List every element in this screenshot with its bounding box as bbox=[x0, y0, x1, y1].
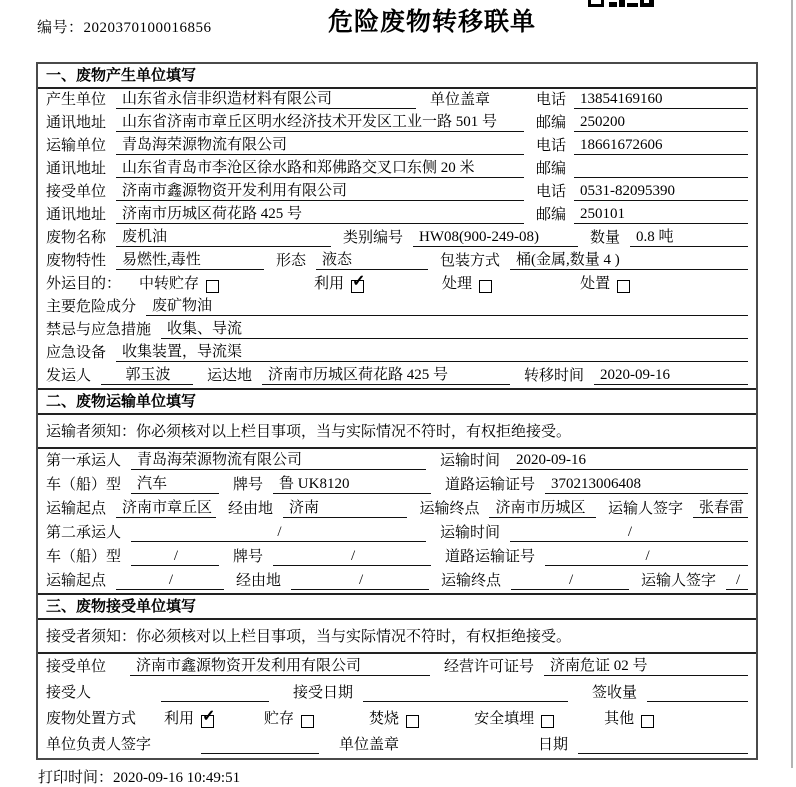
phone-label: 电话 bbox=[536, 92, 567, 108]
disposal-option-incinerate bbox=[369, 711, 419, 728]
row-transporter-address bbox=[38, 158, 756, 181]
destination-label: 运达地 bbox=[207, 368, 253, 384]
transport-time-label: 运输时间 bbox=[439, 525, 500, 541]
packing-value: 桶(金属,数量 4 ) bbox=[510, 252, 748, 270]
checkbox-icon[interactable] bbox=[301, 715, 314, 728]
date-label: 日期 bbox=[537, 737, 568, 753]
row-waste-traits bbox=[38, 250, 756, 273]
receive-unit-value: 济南市鑫源物资开发利用有限公司 bbox=[130, 658, 430, 676]
option-label: 贮存 bbox=[264, 711, 295, 727]
amount-label: 签收量 bbox=[592, 685, 638, 701]
purpose-option-dispose bbox=[580, 276, 630, 293]
transporter-phone-value: 18661672606 bbox=[574, 137, 748, 155]
receive-unit-label: 接受单位 bbox=[46, 659, 107, 675]
shipper-label: 发运人 bbox=[46, 368, 92, 384]
plate-label: 牌号 bbox=[233, 549, 264, 565]
receiver-zip-value: 250101 bbox=[574, 206, 748, 224]
purpose-option-transfer-storage bbox=[139, 276, 219, 293]
origin-label: 运输起点 bbox=[46, 573, 107, 589]
phone-label: 电话 bbox=[536, 184, 567, 200]
section1-title: 一、废物产生单位填写 bbox=[38, 64, 756, 89]
checkbox-icon[interactable] bbox=[206, 280, 219, 293]
row-head-sign bbox=[38, 732, 756, 758]
transport-time-label: 运输时间 bbox=[439, 453, 500, 469]
disposal-option-utilize bbox=[164, 708, 216, 728]
license-value: 济南危证 02 号 bbox=[544, 658, 748, 676]
quantity-label: 数量 bbox=[590, 230, 621, 246]
transfer-form bbox=[36, 62, 758, 760]
permit2-value: / bbox=[545, 548, 748, 566]
checkbox-icon[interactable] bbox=[479, 280, 492, 293]
permit1-value: 370213006408 bbox=[545, 476, 748, 494]
vehicle2-value: / bbox=[131, 548, 219, 566]
carrier1-value: 青岛海荣源物流有限公司 bbox=[131, 452, 426, 470]
row-transporter-unit bbox=[38, 135, 756, 158]
shipper-value: 郭玉波 bbox=[101, 367, 193, 385]
section-transporter bbox=[38, 388, 756, 593]
section3-title: 三、废物接受单位填写 bbox=[38, 593, 756, 620]
producer-phone-value: 13854169160 bbox=[574, 91, 748, 109]
address-label: 通讯地址 bbox=[46, 115, 107, 131]
recipient-value bbox=[161, 685, 269, 702]
producer-zip-value: 250200 bbox=[574, 114, 748, 132]
unit-seal-label: 单位盖章 bbox=[339, 737, 400, 753]
carrier1-label: 第一承运人 bbox=[46, 453, 122, 469]
checkbox-icon[interactable] bbox=[617, 280, 630, 293]
traits-value: 易燃性,毒性 bbox=[116, 252, 264, 270]
row-recipient bbox=[38, 680, 756, 706]
via1-value: 济南 bbox=[283, 500, 407, 518]
producer-address-value: 山东省济南市章丘区明水经济技术开发区工业一路 501 号 bbox=[116, 114, 524, 132]
origin1-value: 济南市章丘区 bbox=[116, 500, 216, 518]
row-measures bbox=[38, 319, 756, 342]
section2-title: 二、废物运输单位填写 bbox=[38, 388, 756, 415]
disposal-option-other bbox=[604, 711, 654, 728]
vehicle-label: 车（船）型 bbox=[46, 549, 122, 565]
transfer-time-label: 转移时间 bbox=[524, 368, 585, 384]
disposal-option-landfill bbox=[474, 711, 554, 728]
serial-label: 编号： bbox=[37, 20, 84, 36]
equipment-label: 应急设备 bbox=[46, 345, 107, 361]
serial-number bbox=[37, 16, 212, 37]
form-label: 形态 bbox=[276, 253, 307, 269]
disposal-label: 废物处置方式 bbox=[46, 711, 137, 727]
receiver-address-value: 济南市历城区荷花路 425 号 bbox=[116, 206, 524, 224]
destination-value: 济南市历城区荷花路 425 号 bbox=[262, 367, 510, 385]
transport-time2-value: / bbox=[510, 524, 748, 542]
transporter-sign-label: 运输人签字 bbox=[641, 573, 717, 589]
seal-label: 单位盖章 bbox=[430, 92, 491, 108]
recipient-label: 接受人 bbox=[46, 685, 92, 701]
row-vehicle1 bbox=[38, 473, 756, 497]
address-label: 通讯地址 bbox=[46, 161, 107, 177]
option-label: 焚烧 bbox=[369, 711, 400, 727]
row-receive-unit bbox=[38, 654, 756, 680]
option-label: 中转贮存 bbox=[139, 276, 200, 292]
option-label: 处置 bbox=[580, 276, 611, 292]
hazard-value: 废矿物油 bbox=[146, 298, 748, 316]
waste-name-value: 废机油 bbox=[116, 229, 331, 247]
row-carrier2 bbox=[38, 521, 756, 545]
plate1-value: 鲁 UK8120 bbox=[273, 476, 431, 494]
receiver-value: 济南市鑫源物资开发利用有限公司 bbox=[116, 183, 524, 201]
zip-label: 邮编 bbox=[536, 161, 567, 177]
row-waste-name bbox=[38, 227, 756, 250]
row-purpose bbox=[38, 273, 756, 296]
amount-value bbox=[647, 685, 748, 702]
via-label: 经由地 bbox=[228, 501, 274, 517]
waste-name-label: 废物名称 bbox=[46, 230, 107, 246]
row-vehicle2 bbox=[38, 545, 756, 569]
checkbox-icon[interactable]: ✓ bbox=[201, 715, 214, 728]
row-route1 bbox=[38, 497, 756, 521]
transporter-sign1-value: 张春雷 bbox=[693, 500, 748, 518]
receiver-notice: 接受者须知：你必须核对以上栏目事项，当与实际情况不符时，有权拒绝接受。 bbox=[38, 620, 756, 654]
quantity-value: 0.8 吨 bbox=[630, 229, 748, 247]
row-carrier1 bbox=[38, 449, 756, 473]
receive-date-value bbox=[363, 685, 568, 702]
via2-value: / bbox=[291, 572, 429, 590]
serial-value: 2020370100016856 bbox=[83, 20, 212, 36]
row-route2 bbox=[38, 569, 756, 593]
transporter-sign2-value: / bbox=[726, 572, 748, 590]
row-producer-unit bbox=[38, 89, 756, 112]
permit-label: 道路运输证号 bbox=[445, 477, 536, 493]
print-time bbox=[38, 766, 796, 787]
checkbox-icon[interactable] bbox=[541, 715, 554, 728]
row-equipment bbox=[38, 342, 756, 365]
row-receiver-unit bbox=[38, 181, 756, 204]
row-receiver-address bbox=[38, 204, 756, 227]
plate2-value: / bbox=[273, 548, 431, 566]
receive-date-label: 接受日期 bbox=[293, 685, 354, 701]
origin-label: 运输起点 bbox=[46, 501, 107, 517]
producer-value: 山东省永信非织造材料有限公司 bbox=[116, 91, 416, 109]
print-time-label: 打印时间： bbox=[38, 770, 114, 786]
transporter-zip-value bbox=[574, 161, 748, 178]
checkbox-icon[interactable] bbox=[641, 715, 654, 728]
terminus-label: 运输终点 bbox=[419, 501, 480, 517]
checkbox-icon[interactable] bbox=[406, 715, 419, 728]
option-label: 利用 bbox=[314, 276, 345, 292]
terminus2-value: / bbox=[511, 572, 629, 590]
carrier2-value: / bbox=[131, 524, 426, 542]
carrier2-label: 第二承运人 bbox=[46, 525, 122, 541]
vehicle-label: 车（船）型 bbox=[46, 477, 122, 493]
transporter-label: 运输单位 bbox=[46, 138, 107, 154]
equipment-value: 收集装置，导流渠 bbox=[116, 344, 748, 362]
purpose-option-utilize bbox=[314, 273, 366, 293]
via-label: 经由地 bbox=[236, 573, 282, 589]
row-disposal bbox=[38, 706, 756, 732]
page-title: 危险废物转移联单 bbox=[328, 8, 537, 36]
disposal-option-store bbox=[264, 711, 314, 728]
option-label: 处理 bbox=[442, 276, 473, 292]
section-producer bbox=[38, 64, 756, 388]
row-producer-address bbox=[38, 112, 756, 135]
qr-code-icon bbox=[588, 0, 654, 9]
row-shipper bbox=[38, 365, 756, 388]
terminus-label: 运输终点 bbox=[441, 573, 502, 589]
measures-label: 禁忌与应急措施 bbox=[46, 322, 152, 338]
print-time-value: 2020-09-16 10:49:51 bbox=[113, 770, 241, 786]
zip-label: 邮编 bbox=[536, 115, 567, 131]
checkbox-icon[interactable]: ✓ bbox=[351, 280, 364, 293]
form-value: 液态 bbox=[316, 252, 428, 270]
option-label: 安全填埋 bbox=[474, 711, 535, 727]
transporter-value: 青岛海荣源物流有限公司 bbox=[116, 137, 524, 155]
form-header bbox=[0, 0, 796, 62]
measures-value: 收集、导流 bbox=[161, 321, 748, 339]
row-hazard bbox=[38, 296, 756, 319]
page-edge-line bbox=[791, 0, 793, 768]
permit-label: 道路运输证号 bbox=[445, 549, 536, 565]
address-label: 通讯地址 bbox=[46, 207, 107, 223]
head-sign-label: 单位负责人签字 bbox=[46, 737, 152, 753]
vehicle1-value: 汽车 bbox=[131, 476, 219, 494]
head-sign-value bbox=[201, 737, 319, 754]
option-label: 利用 bbox=[164, 711, 195, 727]
receiver-phone-value: 0531-82095390 bbox=[574, 183, 748, 201]
producer-label: 产生单位 bbox=[46, 92, 107, 108]
purpose-label: 外运目的： bbox=[46, 276, 122, 292]
receiver-label: 接受单位 bbox=[46, 184, 107, 200]
terminus1-value: 济南市历城区 bbox=[489, 500, 596, 518]
option-label: 其他 bbox=[604, 711, 635, 727]
section-receiver bbox=[38, 593, 756, 758]
plate-label: 牌号 bbox=[233, 477, 264, 493]
hazard-label: 主要危险成分 bbox=[46, 299, 137, 315]
transport-time1-value: 2020-09-16 bbox=[510, 452, 748, 470]
transporter-notice: 运输者须知：你必须核对以上栏目事项，当与实际情况不符时，有权拒绝接受。 bbox=[38, 415, 756, 449]
purpose-option-treat bbox=[442, 276, 492, 293]
date-value bbox=[578, 737, 748, 754]
transporter-address-value: 山东省青岛市李沧区徐水路和郑佛路交叉口东侧 20 米 bbox=[116, 160, 524, 178]
category-label: 类别编号 bbox=[343, 230, 404, 246]
origin2-value: / bbox=[116, 572, 224, 590]
license-label: 经营许可证号 bbox=[444, 659, 535, 675]
phone-label: 电话 bbox=[536, 138, 567, 154]
transporter-sign-label: 运输人签字 bbox=[607, 501, 683, 517]
zip-label: 邮编 bbox=[536, 207, 567, 223]
category-value: HW08(900-249-08) bbox=[413, 229, 578, 247]
transfer-time-value: 2020-09-16 bbox=[594, 367, 748, 385]
packing-label: 包装方式 bbox=[440, 253, 501, 269]
traits-label: 废物特性 bbox=[46, 253, 107, 269]
